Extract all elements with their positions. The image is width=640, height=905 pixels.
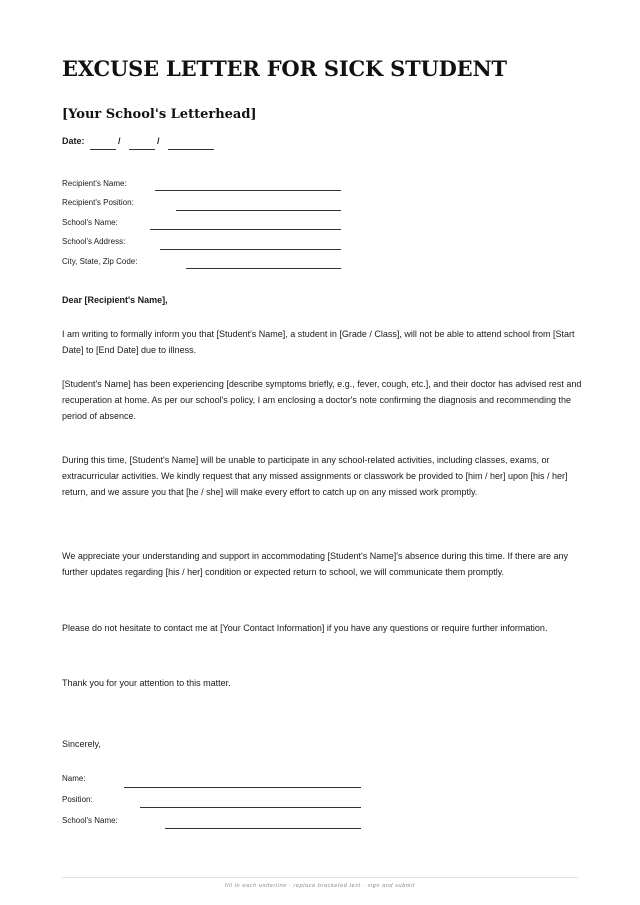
city-state-zip-label: City, State, Zip Code: <box>62 257 138 266</box>
closing: Sincerely, <box>62 739 101 749</box>
date-row <box>62 135 262 151</box>
signature-name-line[interactable] <box>124 787 361 788</box>
salutation: Dear [Recipient's Name], <box>62 295 168 305</box>
school-address-line[interactable] <box>160 249 341 250</box>
signature-school-line[interactable] <box>165 828 361 829</box>
recipient-name-label: Recipient's Name: <box>62 179 127 188</box>
body-paragraph: I am writing to formally inform you that [Student's Name], a student in [Grade / Class], will not be able to attend school from [Start Date] to [End Date] due to illness. <box>62 329 575 355</box>
body-paragraph: During this time, [Student's Name] will be unable to participate in any school-related activities, including classes, exams, or extracurricular activities. We kindly request that any missed assignments or classwork be provided to [him / her] upon [his / her] return, and we assure you that [he / she] will make every effort to catch up on any missed work promptly. <box>62 455 568 497</box>
school-address-label: School's Address: <box>62 237 126 246</box>
date-month-line[interactable] <box>129 149 155 150</box>
body-paragraph: Thank you for your attention to this matter. <box>62 678 231 688</box>
footer-divider <box>62 877 578 878</box>
signature-position-line[interactable] <box>140 807 361 808</box>
footer-instructions: fill in each underline · replace bracketed text · sign and submit <box>224 883 416 889</box>
body-paragraph: We appreciate your understanding and support in accommodating [Student's Name]'s absence during this time. If there are any further updates regarding [his / her] condition or expected return to school, we will communicate them promptly. <box>62 551 569 577</box>
date-slash: / <box>157 136 160 146</box>
school-name-label: School's Name: <box>62 218 118 227</box>
body-paragraph: Please do not hesitate to contact me at [Your Contact Information] if you have any questions or require further information. <box>62 623 548 633</box>
signature-position-label: Position: <box>62 795 93 804</box>
signature-name-label: Name: <box>62 774 86 783</box>
city-state-zip-line[interactable] <box>186 268 341 269</box>
recipient-position-label: Recipient's Position: <box>62 198 134 207</box>
recipient-name-line[interactable] <box>155 190 341 191</box>
signature-school-label: School's Name: <box>62 816 118 825</box>
body-paragraph: [Student's Name] has been experiencing [describe symptoms briefly, e.g., fever, cough, etc.], and their doctor has advised rest and recuperation at home. As per our school's policy, I am enclosing a doctor's note confirming the diagnosis and recommending the period of absence. <box>62 379 582 421</box>
letterhead: [Your School's Letterhead] <box>62 107 257 122</box>
date-day-line[interactable] <box>90 149 116 150</box>
date-label: Date: <box>62 136 85 146</box>
document-title: EXCUSE LETTER FOR SICK STUDENT <box>62 56 507 81</box>
date-year-line[interactable] <box>168 149 214 150</box>
recipient-position-line[interactable] <box>176 210 341 211</box>
date-slash: / <box>118 136 121 146</box>
school-name-line[interactable] <box>150 229 341 230</box>
